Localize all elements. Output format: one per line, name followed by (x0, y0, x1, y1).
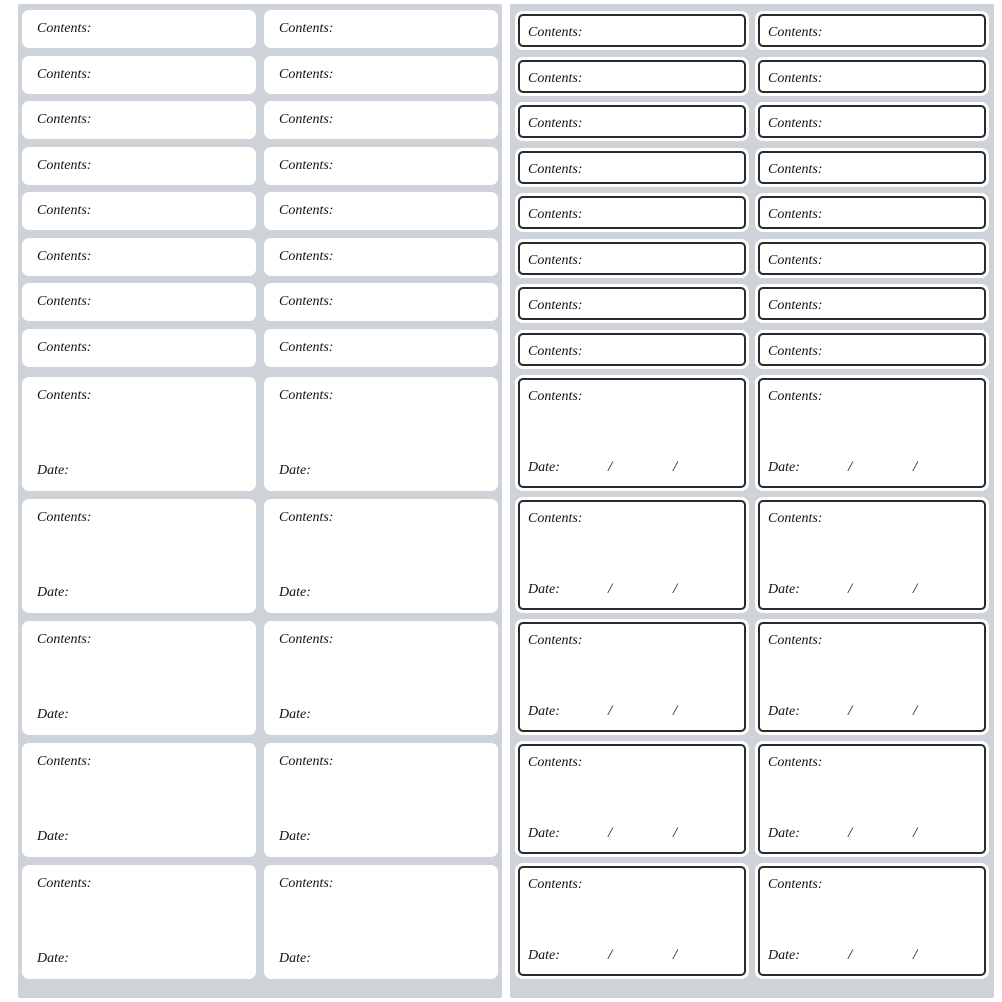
contents-label: Contents: (279, 294, 334, 309)
date-label: Date: (528, 460, 560, 475)
large-label (518, 500, 746, 610)
large-label (518, 378, 746, 488)
small-label (264, 147, 498, 185)
small-label (758, 287, 986, 320)
date-label: Date: (279, 585, 311, 600)
small-label (264, 283, 498, 321)
small-label (518, 105, 746, 138)
large-label (518, 744, 746, 854)
contents-label: Contents: (279, 388, 334, 403)
contents-label: Contents: (528, 511, 583, 526)
contents-label: Contents: (37, 157, 92, 173)
date-separator: / (848, 459, 853, 475)
large-label (758, 622, 986, 732)
contents-label: Contents: (528, 343, 583, 359)
small-label (758, 105, 986, 138)
date-label: Date: (768, 460, 800, 475)
small-label (22, 56, 256, 94)
small-label (22, 329, 256, 367)
small-label (758, 151, 986, 184)
date-separator: / (673, 825, 678, 841)
contents-label: Contents: (37, 294, 92, 309)
large-label (22, 499, 256, 613)
large-label (758, 500, 986, 610)
contents-label: Contents: (279, 248, 334, 264)
contents-label: Contents: (768, 877, 823, 892)
date-label: Date: (768, 948, 800, 963)
contents-label: Contents: (768, 207, 823, 222)
date-separator: / (848, 825, 853, 841)
contents-label: Contents: (528, 207, 583, 222)
contents-label: Contents: (279, 21, 334, 36)
small-label (22, 10, 256, 48)
date-separator: / (608, 459, 613, 475)
small-label (518, 196, 746, 229)
small-label (264, 238, 498, 276)
contents-label: Contents: (768, 25, 823, 40)
date-label: Date: (37, 707, 69, 722)
date-label: Date: (528, 826, 560, 841)
date-label: Date: (37, 585, 69, 600)
contents-label: Contents: (528, 633, 583, 648)
small-label (518, 242, 746, 275)
date-separator: / (673, 459, 678, 475)
large-label (264, 743, 498, 857)
contents-label: Contents: (528, 298, 583, 313)
small-label (22, 101, 256, 139)
contents-label: Contents: (768, 252, 823, 268)
large-label (518, 866, 746, 976)
contents-label: Contents: (37, 248, 92, 264)
contents-label: Contents: (279, 339, 334, 355)
contents-label: Contents: (528, 161, 583, 177)
contents-label: Contents: (528, 389, 583, 404)
small-label (518, 60, 746, 93)
contents-label: Contents: (279, 510, 334, 525)
small-label (22, 283, 256, 321)
contents-label: Contents: (768, 633, 823, 648)
date-separator: / (913, 581, 918, 597)
small-label (264, 10, 498, 48)
contents-label: Contents: (528, 755, 583, 770)
date-separator: / (608, 581, 613, 597)
contents-label: Contents: (768, 161, 823, 177)
contents-label: Contents: (37, 510, 92, 525)
contents-label: Contents: (768, 755, 823, 770)
small-label (758, 196, 986, 229)
contents-label: Contents: (37, 876, 92, 891)
small-label (264, 56, 498, 94)
large-label (264, 377, 498, 491)
large-label (264, 621, 498, 735)
contents-label: Contents: (528, 70, 583, 86)
small-label (264, 192, 498, 230)
large-label (758, 378, 986, 488)
date-label: Date: (528, 948, 560, 963)
small-label (22, 192, 256, 230)
contents-label: Contents: (37, 203, 92, 218)
small-label (758, 242, 986, 275)
date-separator: / (913, 947, 918, 963)
small-label (264, 329, 498, 367)
date-label: Date: (528, 704, 560, 719)
contents-label: Contents: (768, 70, 823, 86)
small-label (264, 101, 498, 139)
date-separator: / (608, 947, 613, 963)
contents-label: Contents: (37, 754, 92, 769)
contents-label: Contents: (37, 632, 92, 647)
date-label: Date: (279, 951, 311, 966)
small-label (518, 151, 746, 184)
contents-label: Contents: (768, 298, 823, 313)
date-separator: / (673, 581, 678, 597)
large-label (518, 622, 746, 732)
small-label (758, 14, 986, 47)
date-separator: / (673, 947, 678, 963)
small-label (518, 14, 746, 47)
contents-label: Contents: (279, 876, 334, 891)
date-separator: / (913, 459, 918, 475)
contents-label: Contents: (528, 877, 583, 892)
date-separator: / (913, 703, 918, 719)
contents-label: Contents: (768, 389, 823, 404)
contents-label: Contents: (279, 157, 334, 173)
contents-label: Contents: (279, 632, 334, 647)
date-separator: / (673, 703, 678, 719)
contents-label: Contents: (768, 343, 823, 359)
date-label: Date: (37, 829, 69, 844)
date-separator: / (913, 825, 918, 841)
contents-label: Contents: (768, 116, 823, 131)
contents-label: Contents: (37, 21, 92, 36)
small-label (758, 60, 986, 93)
date-label: Date: (279, 829, 311, 844)
contents-label: Contents: (528, 252, 583, 268)
contents-label: Contents: (528, 25, 583, 40)
date-label: Date: (528, 582, 560, 597)
contents-label: Contents: (37, 388, 92, 403)
contents-label: Contents: (528, 116, 583, 131)
large-label (264, 865, 498, 979)
date-label: Date: (279, 463, 311, 478)
date-separator: / (608, 825, 613, 841)
date-label: Date: (768, 704, 800, 719)
date-label: Date: (279, 707, 311, 722)
contents-label: Contents: (37, 112, 92, 127)
large-label (758, 744, 986, 854)
date-separator: / (848, 703, 853, 719)
small-label (518, 287, 746, 320)
bordered-label-sheet (510, 4, 994, 998)
date-separator: / (848, 947, 853, 963)
contents-label: Contents: (37, 66, 92, 82)
large-label (264, 499, 498, 613)
plain-label-sheet (18, 4, 502, 998)
large-label (22, 377, 256, 491)
large-label (22, 865, 256, 979)
date-separator: / (848, 581, 853, 597)
contents-label: Contents: (279, 112, 334, 127)
small-label (22, 238, 256, 276)
contents-label: Contents: (279, 66, 334, 82)
large-label (758, 866, 986, 976)
large-label (22, 621, 256, 735)
small-label (518, 333, 746, 366)
date-label: Date: (37, 463, 69, 478)
date-label: Date: (768, 826, 800, 841)
date-separator: / (608, 703, 613, 719)
contents-label: Contents: (279, 754, 334, 769)
small-label (22, 147, 256, 185)
contents-label: Contents: (279, 203, 334, 218)
date-label: Date: (37, 951, 69, 966)
small-label (758, 333, 986, 366)
large-label (22, 743, 256, 857)
contents-label: Contents: (37, 339, 92, 355)
date-label: Date: (768, 582, 800, 597)
contents-label: Contents: (768, 511, 823, 526)
